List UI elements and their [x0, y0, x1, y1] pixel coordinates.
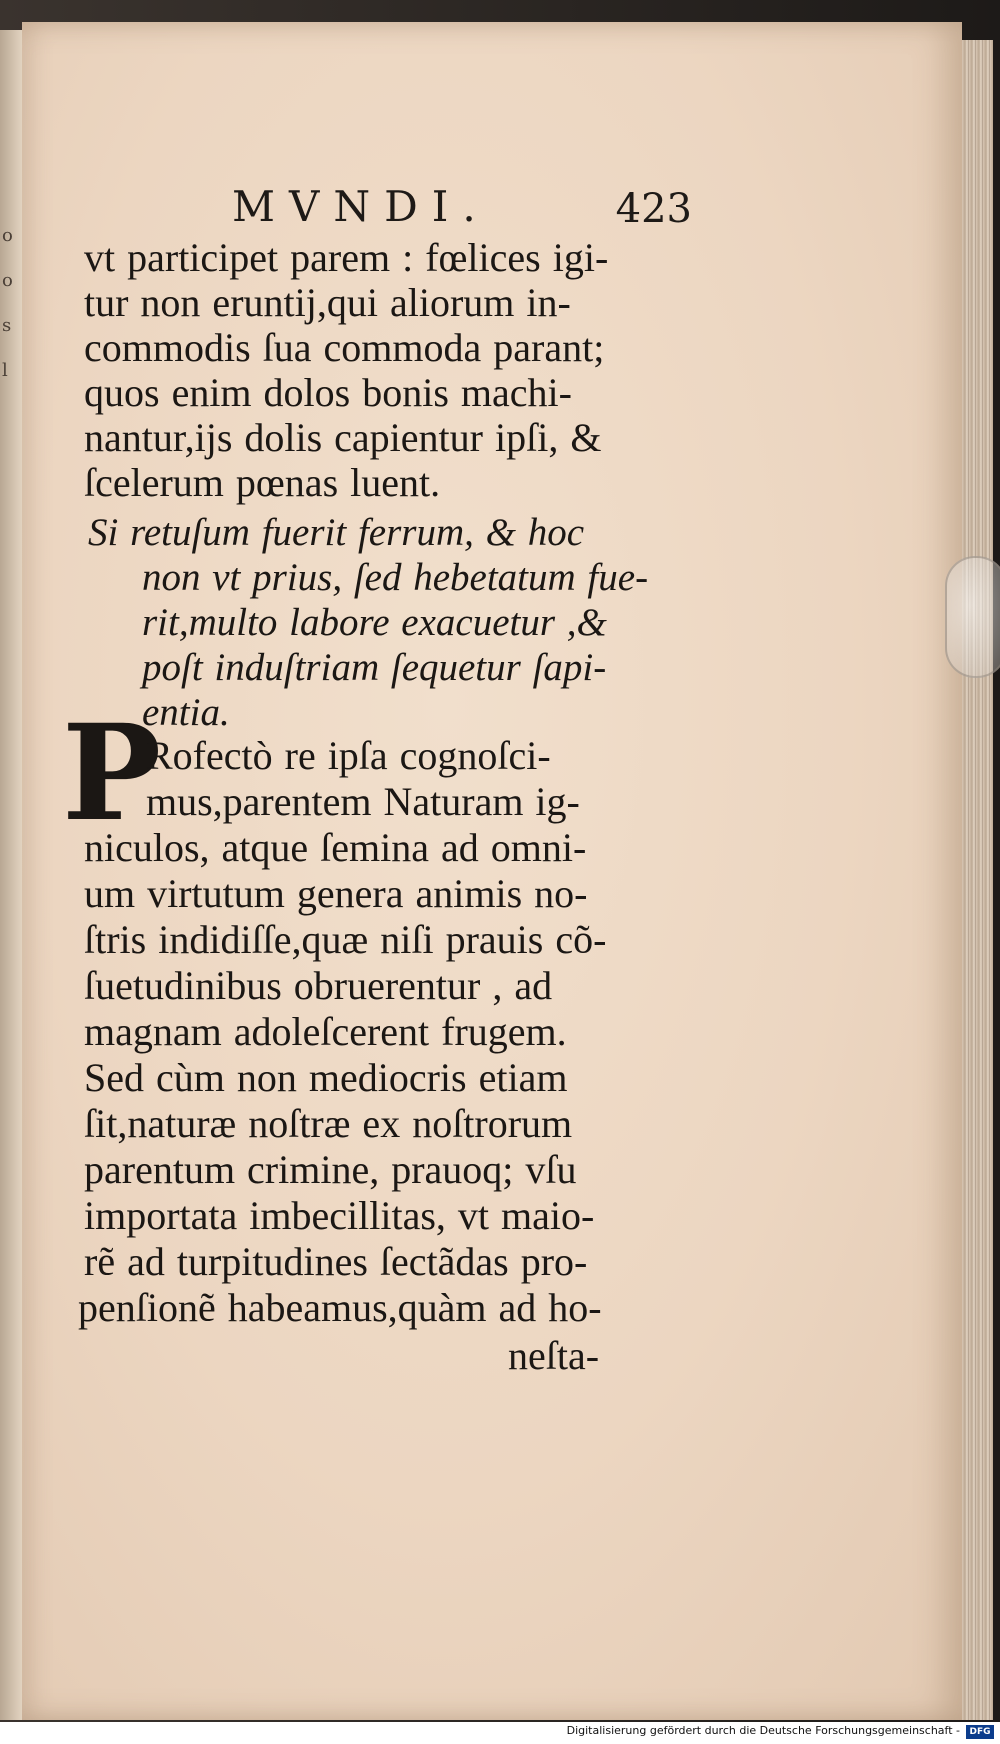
text-line: ſit,naturæ noſtræ ex noſtrorum	[84, 1101, 573, 1146]
text-line: vt participet parem : fœlices igi-	[84, 235, 609, 280]
verse-line: poſt induſtriam ſequetur ſapi-	[142, 646, 607, 689]
text-line: ſuetudinibus obruerentur , ad	[84, 963, 553, 1008]
page-number: 423	[615, 186, 692, 232]
verse-line: non vt prius, ſed hebetatum fue-	[142, 556, 649, 599]
text-line: niculos, atque ſemina ad omni-	[84, 825, 587, 870]
margin-fragment: l	[2, 360, 8, 381]
catchword: neſta-	[508, 1333, 600, 1378]
verse-line: Si retuſum fuerit ferrum, & hoc	[88, 511, 585, 554]
footer-bar	[0, 1722, 1000, 1744]
margin-fragment: o	[2, 270, 13, 291]
running-head: MVNDI.	[232, 182, 490, 231]
book-page	[22, 22, 962, 1720]
text-line: parentum crimine, prauoq; vſu	[84, 1147, 577, 1192]
text-line: Sed cùm non mediocris etiam	[84, 1055, 568, 1100]
footer-credit: Digitalisierung gefördert durch die Deutsche Forschungsgemeinschaft -	[566, 1724, 960, 1737]
page-clip	[945, 556, 1000, 678]
text-line: ſcelerum pœnas luent.	[84, 460, 441, 505]
page-header	[232, 182, 692, 242]
text-line: ſtris indidiſſe,quæ niſi prauis cõ-	[84, 917, 607, 962]
dfg-logo: DFG	[966, 1725, 994, 1739]
text-line: commodis ſua commoda parant;	[84, 325, 605, 370]
text-line: Rofectò re ipſa cognoſci-	[146, 733, 551, 778]
text-line: tur non eruntij,qui aliorum in-	[84, 280, 571, 325]
drop-initial: P	[62, 696, 162, 851]
text-line: importata imbecillitas, vt maio-	[84, 1193, 595, 1238]
text-line: quos enim dolos bonis machi-	[84, 370, 572, 415]
text-line: mus,parentem Naturam ig-	[146, 779, 580, 824]
text-line: um virtutum genera animis no-	[84, 871, 588, 916]
text-line: magnam adoleſcerent frugem.	[84, 1009, 567, 1054]
verse-line: rit,multo labore exacuetur ,&	[142, 601, 607, 644]
text-line: rẽ ad turpitudines ſectãdas pro-	[84, 1239, 588, 1284]
text-line: penſionẽ habeamus,quàm ad ho-	[78, 1285, 602, 1330]
text-line: nantur,ijs dolis capientur ipſi, &	[84, 415, 602, 460]
margin-fragment: o	[2, 225, 13, 246]
facing-page-edge	[0, 30, 22, 1720]
verse-line: entia.	[142, 691, 230, 734]
margin-fragment: s	[2, 315, 12, 336]
